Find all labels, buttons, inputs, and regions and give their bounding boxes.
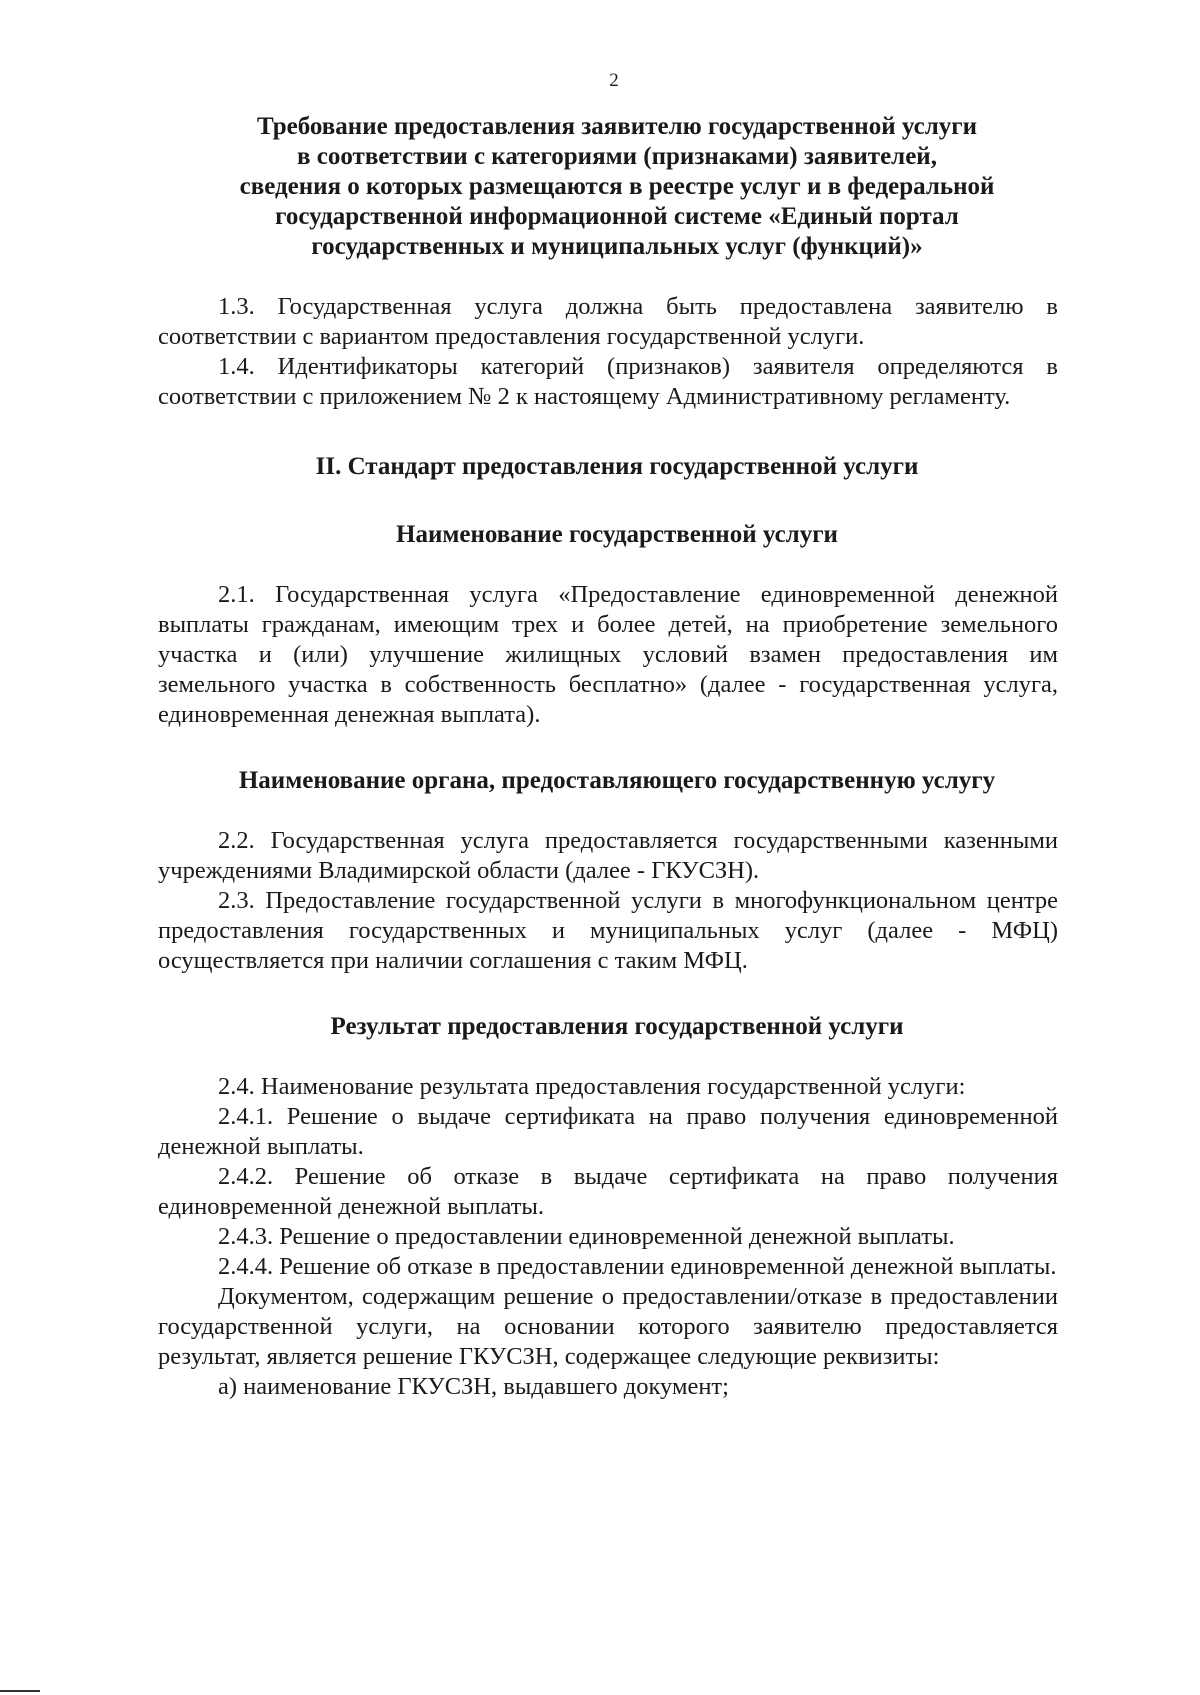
- scan-edge-mark: [0, 1690, 40, 1692]
- paragraph-2-1: 2.1. Государственная услуга «Предоставление единовременной денежной выплаты гражданам, имеющим трех и более детей, на приобретение земельного участка и (или) улучшение жилищных условий взамен предоставления им земельного участка в собственность бесплатно» (далее - государственная услуга, единовременная денежная выплата).: [158, 581, 1058, 728]
- paragraph-result-document: Документом, содержащим решение о предоставлении/отказе в предоставлении государственной услуги, на основании которого заявителю предоставляется результат, является решение ГКУСЗН, содержащее следующие реквизиты:: [158, 1283, 1058, 1370]
- paragraph-2-4-3: 2.4.3. Решение о предоставлении единовременной денежной выплаты.: [218, 1223, 955, 1250]
- paragraph-2-3: 2.3. Предоставление государственной услуги в многофункциональном центре предоставления государственных и муниципальных услуг (далее - МФЦ) осуществляется при наличии соглашения с таким МФЦ.: [158, 887, 1058, 974]
- paragraph-2-4-1: 2.4.1. Решение о выдаче сертификата на право получения единовременной денежной выплаты.: [158, 1103, 1058, 1160]
- main-heading: [158, 112, 1058, 262]
- page-content: [158, 70, 1058, 1402]
- paragraph-1-4: 1.4. Идентификаторы категорий (признаков) заявителя определяются в соответствии с приложением № 2 к настоящему Административному регламенту.: [158, 353, 1058, 410]
- paragraph-2-4-4: 2.4.4. Решение об отказе в предоставлении единовременной денежной выплаты.: [218, 1253, 1057, 1280]
- page-number: 2: [609, 70, 619, 91]
- paragraph-2-4-2: 2.4.2. Решение об отказе в выдаче сертификата на право получения единовременной денежной выплаты.: [158, 1163, 1058, 1220]
- paragraph-requisite-a: а) наименование ГКУСЗН, выдавшего документ;: [218, 1373, 729, 1400]
- main-heading-line: сведения о которых размещаются в реестре услуг и в федеральной: [239, 173, 995, 200]
- section-heading: II. Стандарт предоставления государственной услуги: [315, 453, 919, 480]
- main-heading-line: Требование предоставления заявителю государственной услуги: [257, 113, 977, 140]
- main-heading-line: в соответствии с категориями (признаками) заявителей,: [297, 143, 937, 170]
- paragraph-1-3: 1.3. Государственная услуга должна быть предоставлена заявителю в соответствии с вариантом предоставления государственной услуги.: [158, 293, 1058, 350]
- main-heading-line: государственной информационной системе «Единый портал: [275, 203, 959, 230]
- subsection-heading-result: Результат предоставления государственной услуги: [330, 1013, 904, 1040]
- subsection-heading-service-name: Наименование государственной услуги: [396, 521, 838, 548]
- paragraph-2-2: 2.2. Государственная услуга предоставляется государственными казенными учреждениями Владимирской области (далее - ГКУСЗН).: [158, 827, 1058, 884]
- main-heading-line: государственных и муниципальных услуг (функций)»: [311, 233, 923, 260]
- paragraph-2-4: 2.4. Наименование результата предоставления государственной услуги:: [218, 1073, 966, 1100]
- subsection-heading-authority: Наименование органа, предоставляющего государственную услугу: [238, 767, 996, 794]
